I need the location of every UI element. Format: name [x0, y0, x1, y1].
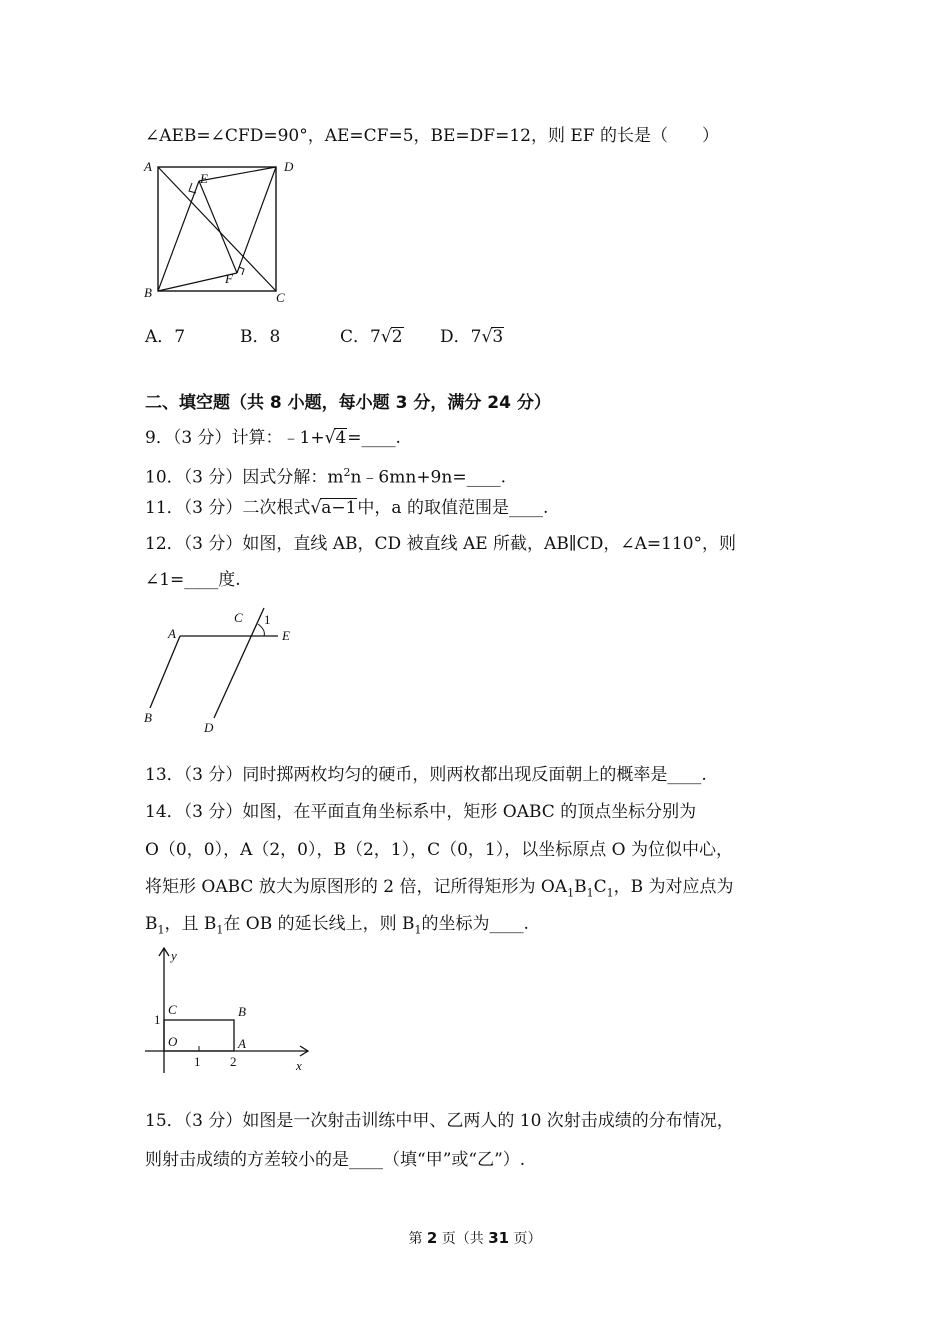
- page-footer: 第 2 页（共 31 页）: [408, 1229, 542, 1247]
- q14-label-y: y: [171, 948, 177, 963]
- q14-figure: [140, 940, 320, 1080]
- q8-stem: ∠AEB=∠CFD=90°，AE=CF=5，BE=DF=12，则 EF 的长是（ ）: [145, 126, 719, 146]
- q11: 11．（3 分）二次根式√a−1中，a 的取值范围是____.: [145, 498, 549, 518]
- q14-label-c: C: [168, 1002, 177, 1017]
- q8-option-a: A．7: [145, 327, 186, 347]
- q8-label-b: B: [144, 285, 152, 300]
- q8-label-f: F: [225, 271, 233, 286]
- q8-label-e: E: [200, 171, 208, 186]
- q14-label-b: B: [238, 1004, 246, 1019]
- q14-line3: 将矩形 OABC 放大为原图形的 2 倍，记所得矩形为 $OA_1B_1C_1$，B 为对应点为: [145, 877, 734, 900]
- q14-label-1y: 1: [154, 1012, 161, 1027]
- q9: 9．（3 分）计算：﹣1+√4=____.: [145, 428, 401, 448]
- q14-label-o: O: [168, 1034, 178, 1049]
- q14-line2: O（0，0），A（2，0），B（2，1），C（0，1），以坐标原点 O 为位似中心，: [145, 840, 733, 860]
- q8-option-d: D．7√3: [440, 327, 504, 347]
- q13: 13．（3 分）同时掷两枚均匀的硬币，则两枚都出现反面朝上的概率是____.: [145, 765, 707, 785]
- q8-label-d: D: [284, 159, 294, 174]
- q15-line2: 则射击成绩的方差较小的是____（填“甲”或“乙”）.: [145, 1150, 526, 1170]
- q12-figure: [140, 600, 310, 740]
- q14-label-1x: 1: [194, 1054, 201, 1069]
- q15-line1: 15．（3 分）如图是一次射击训练中甲、乙两人的 10 次射击成绩的分布情况，: [145, 1111, 734, 1131]
- q12-label-b: B: [144, 710, 152, 725]
- section-title: 二、填空题（共 8 小题，每小题 3 分，满分 24 分）: [145, 393, 551, 413]
- q12-line2: ∠1=____度.: [145, 570, 241, 590]
- q14-label-x: x: [296, 1058, 302, 1073]
- q8-option-c: C．7√2: [340, 327, 403, 347]
- q14-label-2x: 2: [230, 1054, 237, 1069]
- q8-option-b: B．8: [240, 327, 281, 347]
- q8-label-a: A: [144, 159, 152, 174]
- q10: 10．（3 分）因式分解：$m^2n﹣6mn+9n=\_\_\_\_$.: [145, 466, 506, 488]
- q12-label-a: A: [168, 626, 176, 641]
- q14-line1: 14．（3 分）如图，在平面直角坐标系中，矩形 OABC 的顶点坐标分别为: [145, 802, 697, 822]
- q12-label-d: D: [204, 720, 214, 735]
- q12-label-e: E: [282, 628, 290, 643]
- q14-line4: $B_1$，且 $B_1$在 OB 的延长线上，则 $B_1$的坐标为____.: [145, 914, 529, 937]
- q12-line1: 12．（3 分）如图，直线 AB，CD 被直线 AE 所截，AB∥CD，∠A=110°，则: [145, 534, 737, 554]
- q8-figure: [140, 155, 310, 305]
- q12-label-1: 1: [264, 612, 271, 627]
- q14-label-a: A: [238, 1036, 246, 1051]
- q12-label-c: C: [234, 610, 243, 625]
- q8-label-c: C: [276, 290, 285, 305]
